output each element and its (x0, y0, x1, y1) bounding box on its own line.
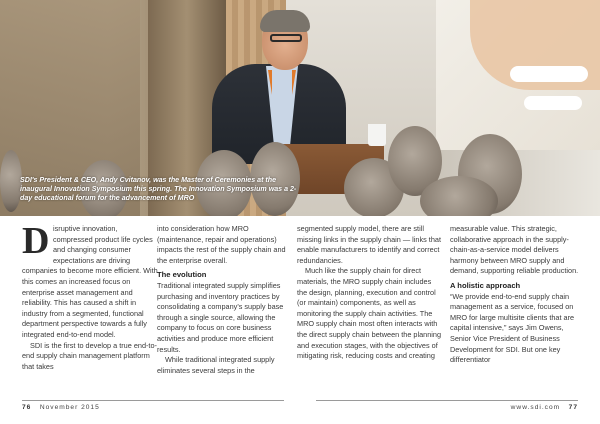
article-column-1 (22, 220, 158, 372)
article-column-3 (297, 224, 443, 362)
audience-member (0, 150, 22, 212)
paragraph: into consideration how MRO (maintenance, repair and operations) impacts the rest of the supply chain and the enterprise overall. (157, 224, 286, 265)
section-heading: The evolution (157, 270, 207, 280)
website-url: www.sdi.com (510, 404, 561, 411)
section-heading: A holistic approach (450, 280, 521, 290)
photo-caption: SDI's President & CEO, Andy Cvitanov, was the Master of Ceremonies at the inaugural Innovation Symposium this spring. The Innovation Symposium was a 2-day educational forum for the advancement of MRO (20, 176, 297, 203)
paragraph: measurable value. This strategic, collaborative approach in the supply-chain-as-a-service model delivers harmony between MRO supply and demand, supporting reliable production. (450, 224, 579, 276)
article-column-4 (450, 224, 582, 366)
footer-left (22, 404, 100, 411)
article-body (0, 220, 600, 394)
article-column-2 (157, 224, 293, 376)
drop-cap: D (22, 220, 50, 262)
footer-divider (316, 400, 578, 401)
paragraph: segmented supply model, there are still missing links in the supply chain — links that enable manufacturers to identify and correct redundancies. (297, 224, 441, 265)
paragraph: Much like the supply chain for direct materials, the MRO supply chain includes the design, planning, execution and control (or maintain) components, as well as monitoring the supply chain activities. The MRO supply chain most often interacts with the direct supply chain between the planning and execution stages, with the objectives of mitigating risk, reducing costs and creating (297, 266, 442, 361)
issue-date: November 2015 (39, 404, 100, 411)
paragraph: SDI is the first to develop a true end-to-end supply chain management platform that takes (22, 340, 157, 371)
paragraph: “We provide end-to-end supply chain management as a service, focused on MRO for large multisite clients that are capital intensive,” says Jim Owens, Senior Vice President of Business Development for SDI. But one key differentiator (450, 291, 575, 365)
paragraph: While traditional integrated supply eliminates several steps in the (157, 355, 275, 375)
paragraph: Traditional integrated supply simplifies purchasing and inventory practices by consolidating a company's supply base through a single source, allowing the company to focus on core business activities and produce more efficient results. (157, 280, 284, 354)
paragraph: isruptive innovation, compressed product life cycles and changing consumer expectations are driving companies to become more efficient. With this comes an increased focus on enterprise asset management and reliability. This has caused a shift in industry from a segmented, functional department perspective towards a fully integrated end-to-end model. (22, 224, 158, 339)
footer-divider (22, 400, 284, 401)
footer-right (511, 404, 578, 411)
page-number: 77 (568, 404, 578, 411)
page-number: 76 (22, 404, 32, 411)
